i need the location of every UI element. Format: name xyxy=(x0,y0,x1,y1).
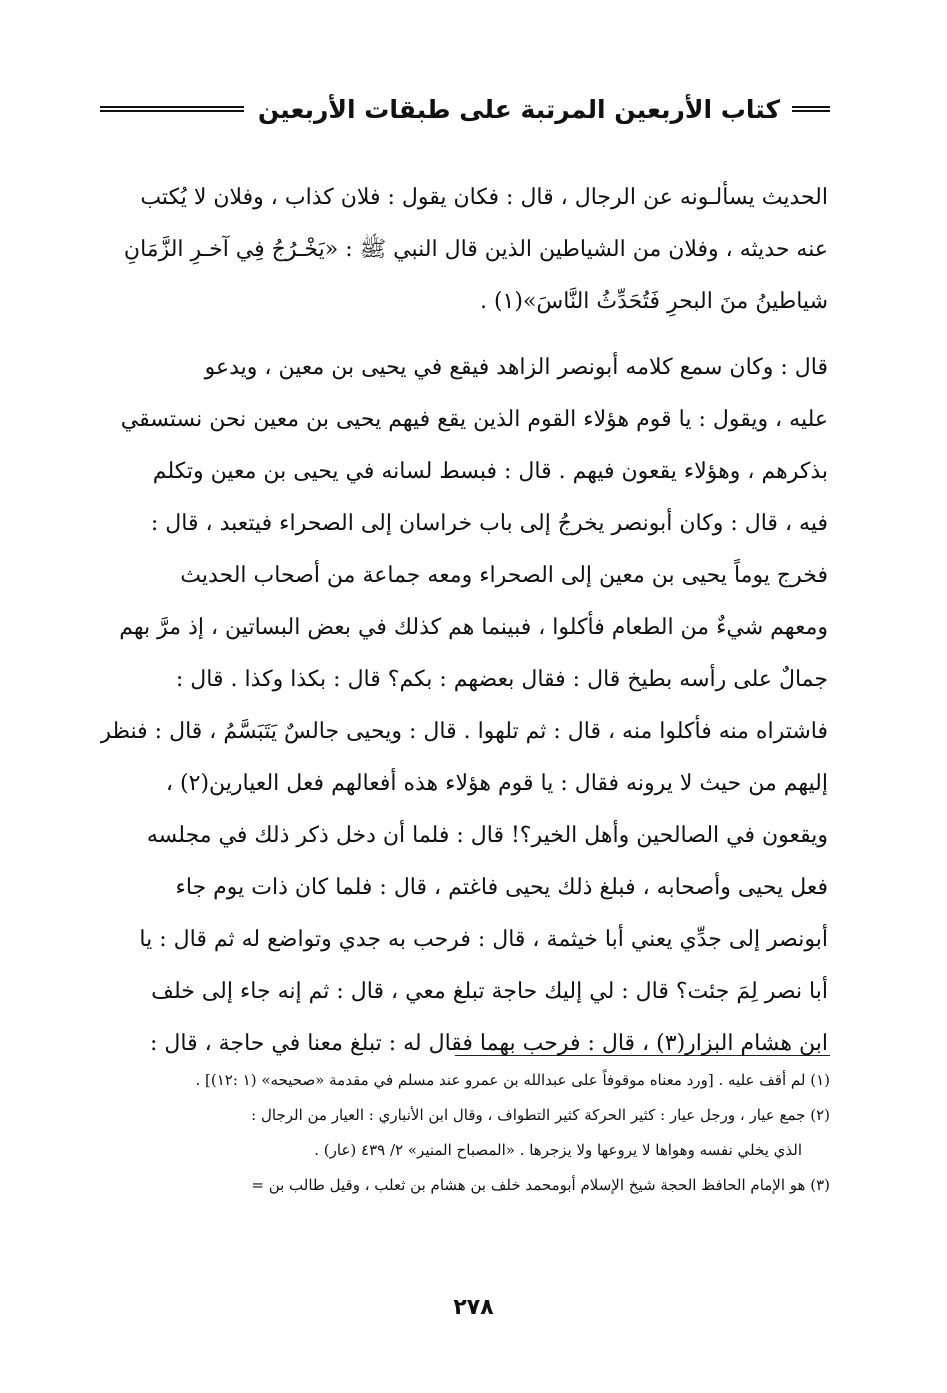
footnote-2: (٢) جمع عيار ، ورجل عيار : كثير الحركة كثير التطواف ، وقال ابن الأنباري : العيار من الرجال : xyxy=(251,1106,830,1124)
footnote-separator xyxy=(455,1055,830,1056)
text-line: فعل يحيى وأصحابه ، فبلغ ذلك يحيى فاغتم ، قال : فلما كان ذات يوم جاء xyxy=(175,875,828,900)
text-line: ويقعون في الصالحين وأهل الخير؟! قال : فلما أن دخل ذكر ذلك في مجلسه xyxy=(146,823,828,848)
paragraph-gap xyxy=(100,328,828,342)
text-line: إليهم من حيث لا يرونه فقال : يا قوم هؤلاء هذه أفعالهم فعل العيارين(٢) ، xyxy=(165,771,828,796)
text-line: فيه ، قال : وكان أبونصر يخرجُ إلى باب خراسان إلى الصحراء فيتعبد ، قال : xyxy=(150,511,828,536)
page-number: ٢٧٨ xyxy=(453,1295,494,1320)
text-line: فاشتراه منه فأكلوا منه ، قال : ثم تلهوا . قال : ويحيى جالسٌ يَتَبَسَّمُ ، قال : فنظر xyxy=(100,719,828,744)
header-rule-left xyxy=(100,106,244,112)
text-line: ومعهم شيءٌ من الطعام فأكلوا ، فبينما هم كذلك في بعض البساتين ، إذ مرَّ بهم xyxy=(119,615,828,640)
text-line: الحديث يسألـونه عن الرجال ، قال : فكان يقول : فلان كذاب ، وفلان لا يُكتب xyxy=(140,185,828,210)
text-line: فخرج يوماً يحيى بن معين إلى الصحراء ومعه جماعة من أصحاب الحديث xyxy=(180,563,828,588)
footnote-3: (٣) هو الإمام الحافظ الحجة شيخ الإسلام أبومحمد خلف بن هشام بن ثعلب ، وقيل طالب بن = xyxy=(251,1176,830,1194)
paragraph-1 xyxy=(100,172,828,328)
text-line: جمالٌ على رأسه بطيخ قال : فقال بعضهم : بكم؟ قال : بكذا وكذا . قال : xyxy=(175,667,828,692)
main-text xyxy=(100,172,828,1070)
paragraph-2 xyxy=(100,342,828,1070)
text-line: عنه حديثه ، وفلان من الشياطين الذين قال النبي ﷺ : «يَخْـرُجُ فِي آخـرِ الزَّمَانِ xyxy=(123,237,828,262)
running-header xyxy=(100,84,830,134)
text-line: شياطينُ منَ البحرِ فَتُحَدِّثُ النَّاسَ»(١) . xyxy=(479,289,828,314)
header-rule-right xyxy=(792,106,830,112)
footnote-2-continuation: الذي يخلي نفسه وهواها لا يروعها ولا يزجرها . «المصباح المنير» ٢/ ٤٣٩ (عار) . xyxy=(314,1141,802,1159)
text-line: بذكرهم ، وهؤلاء يقعون فيهم . قال : فبسط لسانه في يحيى بن معين وتكلم xyxy=(152,459,828,484)
text-line: ابن هشام البزار(٣) ، قال : فرحب بهما فقال له : تبلغ معنا في حاجة ، قال : xyxy=(149,1031,828,1056)
text-line: عليه ، ويقول : يا قوم هؤلاء القوم الذين يقع فيهم يحيى بن معين نحن نستسقي xyxy=(120,407,828,432)
footnotes xyxy=(95,1063,830,1203)
text-line: أبا نصر لِمَ جئت؟ قال : لي إليك حاجة تبلغ معي ، قال : ثم إنه جاء إلى خلف xyxy=(151,979,828,1004)
text-line: قال : وكان سمع كلامه أبونصر الزاهد فيقع في يحيى بن معين ، ويدعو xyxy=(204,355,828,380)
book-title: كتاب الأربعين المرتبة على طبقات الأربعين xyxy=(257,94,780,124)
text-line: أبونصر إلى جدِّي يعني أبا خيثمة ، قال : فرحب به جدي وتواضع له ثم قال : يا xyxy=(139,927,828,952)
footnote-1: (١) لم أقف عليه . [ورد معناه موقوفاً على عبدالله بن عمرو عند مسلم في مقدمة «صحيحه» (١ :١٢)] . xyxy=(195,1071,830,1089)
